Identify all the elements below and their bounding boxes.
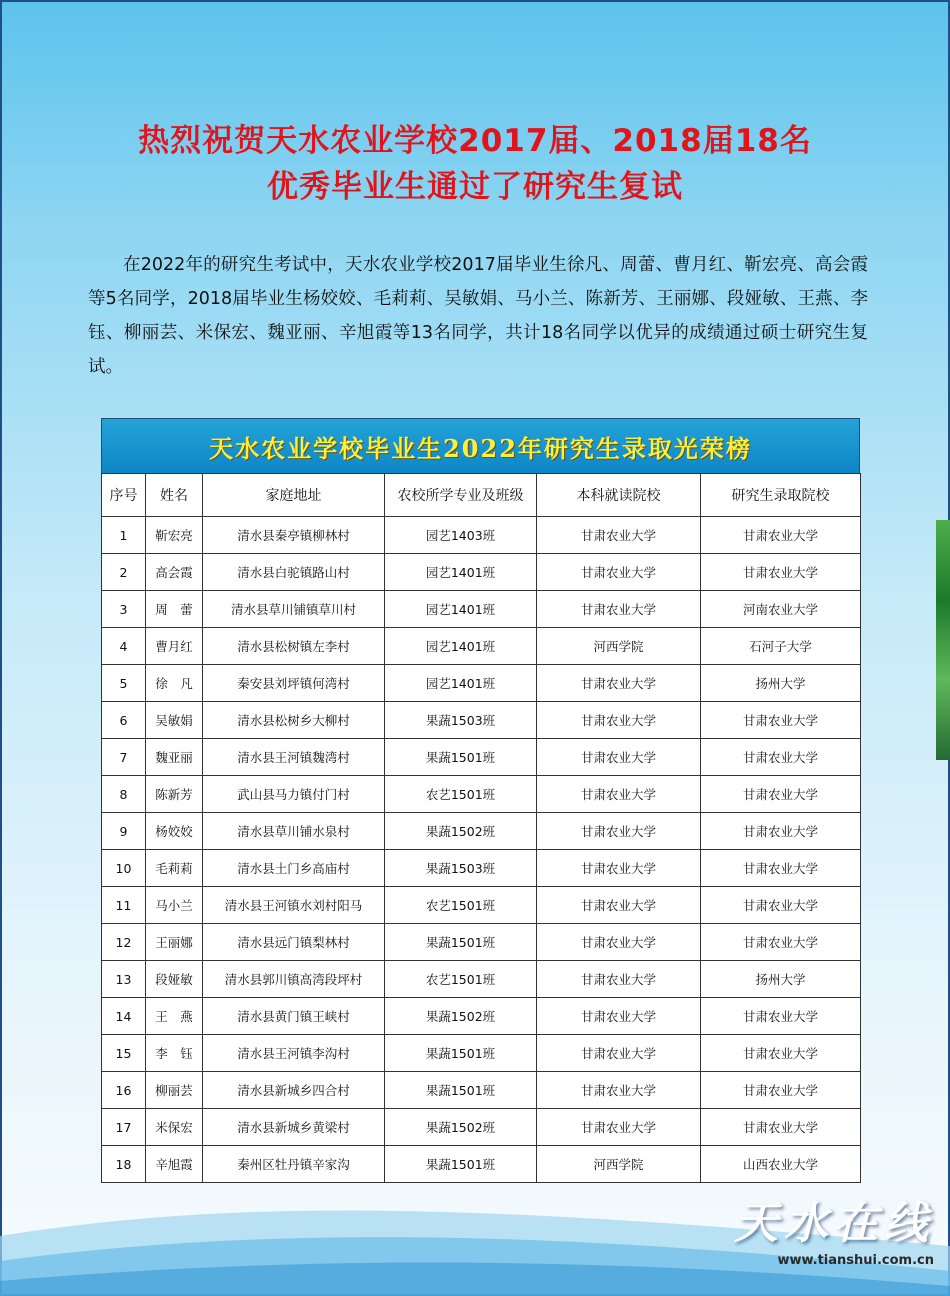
- cell-index: 14: [102, 998, 146, 1035]
- cell-grad-school: 甘肃农业大学: [701, 887, 861, 924]
- cell-index: 4: [102, 628, 146, 665]
- cell-undergrad-school: 甘肃农业大学: [537, 961, 701, 998]
- cell-name: 王丽娜: [146, 924, 203, 961]
- cell-class: 农艺1501班: [385, 776, 537, 813]
- table-row: [102, 924, 861, 961]
- cell-name: 曹月红: [146, 628, 203, 665]
- cell-name: 靳宏亮: [146, 517, 203, 554]
- cell-address: 清水县远门镇梨林村: [203, 924, 385, 961]
- cell-undergrad-school: 甘肃农业大学: [537, 1035, 701, 1072]
- cell-class: 果蔬1503班: [385, 850, 537, 887]
- cell-name: 段娅敏: [146, 961, 203, 998]
- cell-grad-school: 甘肃农业大学: [701, 1035, 861, 1072]
- cell-index: 15: [102, 1035, 146, 1072]
- table-row: [102, 554, 861, 591]
- cell-class: 园艺1401班: [385, 665, 537, 702]
- cell-undergrad-school: 甘肃农业大学: [537, 998, 701, 1035]
- cell-name: 李 钰: [146, 1035, 203, 1072]
- cell-undergrad-school: 甘肃农业大学: [537, 739, 701, 776]
- cell-class: 农艺1501班: [385, 961, 537, 998]
- cell-undergrad-school: 甘肃农业大学: [537, 850, 701, 887]
- table-row: [102, 1072, 861, 1109]
- cell-undergrad-school: 甘肃农业大学: [537, 924, 701, 961]
- cell-grad-school: 石河子大学: [701, 628, 861, 665]
- decorative-strip: [936, 520, 950, 760]
- cell-index: 9: [102, 813, 146, 850]
- cell-class: 果蔬1501班: [385, 739, 537, 776]
- table-body: [102, 517, 861, 1183]
- title-line-2: 优秀毕业生通过了研究生复试: [267, 169, 683, 205]
- table-row: [102, 1146, 861, 1183]
- cell-name: 辛旭霞: [146, 1146, 203, 1183]
- cell-grad-school: 扬州大学: [701, 665, 861, 702]
- cell-grad-school: 甘肃农业大学: [701, 1109, 861, 1146]
- cell-name: 吴敏娟: [146, 702, 203, 739]
- cell-name: 周 蕾: [146, 591, 203, 628]
- table-caption: 天水农业学校毕业生2022年研究生录取光荣榜: [209, 433, 752, 463]
- cell-class: 果蔬1502班: [385, 1109, 537, 1146]
- cell-index: 17: [102, 1109, 146, 1146]
- cell-grad-school: 河南农业大学: [701, 591, 861, 628]
- cell-undergrad-school: 甘肃农业大学: [537, 813, 701, 850]
- cell-undergrad-school: 甘肃农业大学: [537, 665, 701, 702]
- cell-name: 毛莉莉: [146, 850, 203, 887]
- cell-address: 清水县王河镇魏湾村: [203, 739, 385, 776]
- cell-undergrad-school: 甘肃农业大学: [537, 1109, 701, 1146]
- cell-undergrad-school: 甘肃农业大学: [537, 517, 701, 554]
- cell-index: 2: [102, 554, 146, 591]
- cell-class: 果蔬1502班: [385, 998, 537, 1035]
- cell-index: 16: [102, 1072, 146, 1109]
- column-header: 序号: [102, 474, 146, 517]
- cell-address: 秦州区牡丹镇辛家沟: [203, 1146, 385, 1183]
- cell-index: 10: [102, 850, 146, 887]
- cell-grad-school: 甘肃农业大学: [701, 850, 861, 887]
- cell-address: 清水县草川铺水泉村: [203, 813, 385, 850]
- cell-address: 清水县草川铺镇草川村: [203, 591, 385, 628]
- table-row: [102, 739, 861, 776]
- cell-address: 清水县新城乡黄梁村: [203, 1109, 385, 1146]
- cell-index: 1: [102, 517, 146, 554]
- title-line-1: 热烈祝贺天水农业学校2017届、2018届18名: [138, 123, 812, 159]
- cell-undergrad-school: 甘肃农业大学: [537, 554, 701, 591]
- cell-address: 清水县新城乡四合村: [203, 1072, 385, 1109]
- intro-paragraph: 在2022年的研究生考试中，天水农业学校2017届毕业生徐凡、周蕾、曹月红、靳宏亮、高会霞等5名同学，2018届毕业生杨姣姣、毛莉莉、吴敏娟、马小兰、陈新芳、王丽娜、段娅敏、王燕、李钰、柳丽芸、米保宏、魏亚丽、辛旭霞等13名同学，共计18名同学以优异的成绩通过硕士研究生复试。: [88, 255, 868, 377]
- cell-address: 清水县黄门镇王峡村: [203, 998, 385, 1035]
- cell-grad-school: 扬州大学: [701, 961, 861, 998]
- cell-class: 果蔬1501班: [385, 1072, 537, 1109]
- cell-class: 园艺1403班: [385, 517, 537, 554]
- cell-grad-school: 甘肃农业大学: [701, 739, 861, 776]
- cell-index: 13: [102, 961, 146, 998]
- table-row: [102, 850, 861, 887]
- cell-index: 12: [102, 924, 146, 961]
- cell-class: 园艺1401班: [385, 591, 537, 628]
- cell-undergrad-school: 甘肃农业大学: [537, 702, 701, 739]
- column-header: 农校所学专业及班级: [385, 474, 537, 517]
- cell-address: 清水县王河镇李沟村: [203, 1035, 385, 1072]
- cell-grad-school: 甘肃农业大学: [701, 554, 861, 591]
- cell-address: 武山县马力镇付门村: [203, 776, 385, 813]
- cell-index: 5: [102, 665, 146, 702]
- cell-class: 果蔬1501班: [385, 1035, 537, 1072]
- cell-grad-school: 甘肃农业大学: [701, 813, 861, 850]
- cell-index: 8: [102, 776, 146, 813]
- cell-undergrad-school: 甘肃农业大学: [537, 887, 701, 924]
- cell-grad-school: 甘肃农业大学: [701, 517, 861, 554]
- cell-undergrad-school: 河西学院: [537, 1146, 701, 1183]
- cell-name: 米保宏: [146, 1109, 203, 1146]
- table-row: [102, 998, 861, 1035]
- cell-address: 清水县土门乡高庙村: [203, 850, 385, 887]
- cell-name: 魏亚丽: [146, 739, 203, 776]
- cell-index: 3: [102, 591, 146, 628]
- cell-name: 杨姣姣: [146, 813, 203, 850]
- cell-address: 秦安县刘坪镇何湾村: [203, 665, 385, 702]
- table-row: [102, 702, 861, 739]
- table-row: [102, 1035, 861, 1072]
- table-row: [102, 628, 861, 665]
- cell-grad-school: 甘肃农业大学: [701, 998, 861, 1035]
- cell-class: 园艺1401班: [385, 628, 537, 665]
- table-row: [102, 961, 861, 998]
- cell-undergrad-school: 河西学院: [537, 628, 701, 665]
- table-row: [102, 813, 861, 850]
- page-title: [0, 118, 950, 210]
- cell-class: 果蔬1503班: [385, 702, 537, 739]
- watermark-brand: 天水在线: [734, 1198, 934, 1249]
- cell-grad-school: 甘肃农业大学: [701, 924, 861, 961]
- table-row: [102, 591, 861, 628]
- table-header-row: [102, 474, 861, 517]
- cell-name: 徐 凡: [146, 665, 203, 702]
- cell-class: 园艺1401班: [385, 554, 537, 591]
- column-header: 姓名: [146, 474, 203, 517]
- cell-address: 清水县松树镇左李村: [203, 628, 385, 665]
- column-header: 研究生录取院校: [701, 474, 861, 517]
- cell-grad-school: 山西农业大学: [701, 1146, 861, 1183]
- cell-index: 11: [102, 887, 146, 924]
- cell-index: 7: [102, 739, 146, 776]
- cell-address: 清水县王河镇水刘村阳马: [203, 887, 385, 924]
- cell-index: 6: [102, 702, 146, 739]
- cell-name: 陈新芳: [146, 776, 203, 813]
- cell-address: 清水县白驼镇路山村: [203, 554, 385, 591]
- table-row: [102, 776, 861, 813]
- table-caption-bar: [101, 418, 860, 473]
- column-header: 本科就读院校: [537, 474, 701, 517]
- honor-roll-table: [101, 473, 861, 1183]
- column-header: 家庭地址: [203, 474, 385, 517]
- table-row: [102, 1109, 861, 1146]
- cell-name: 高会霞: [146, 554, 203, 591]
- cell-class: 果蔬1501班: [385, 924, 537, 961]
- table-row: [102, 887, 861, 924]
- cell-address: 清水县松树乡大柳村: [203, 702, 385, 739]
- table-row: [102, 517, 861, 554]
- cell-grad-school: 甘肃农业大学: [701, 776, 861, 813]
- honor-roll-table-container: [101, 418, 860, 1183]
- cell-class: 果蔬1502班: [385, 813, 537, 850]
- cell-address: 清水县郭川镇高湾段坪村: [203, 961, 385, 998]
- cell-undergrad-school: 甘肃农业大学: [537, 776, 701, 813]
- cell-class: 果蔬1501班: [385, 1146, 537, 1183]
- cell-address: 清水县秦亭镇柳林村: [203, 517, 385, 554]
- cell-name: 马小兰: [146, 887, 203, 924]
- cell-class: 农艺1501班: [385, 887, 537, 924]
- cell-undergrad-school: 甘肃农业大学: [537, 591, 701, 628]
- cell-name: 柳丽芸: [146, 1072, 203, 1109]
- cell-name: 王 燕: [146, 998, 203, 1035]
- table-row: [102, 665, 861, 702]
- cell-grad-school: 甘肃农业大学: [701, 702, 861, 739]
- watermark: [734, 1187, 934, 1268]
- cell-index: 18: [102, 1146, 146, 1183]
- cell-undergrad-school: 甘肃农业大学: [537, 1072, 701, 1109]
- watermark-url: www.tianshui.com.cn: [777, 1253, 934, 1268]
- cell-grad-school: 甘肃农业大学: [701, 1072, 861, 1109]
